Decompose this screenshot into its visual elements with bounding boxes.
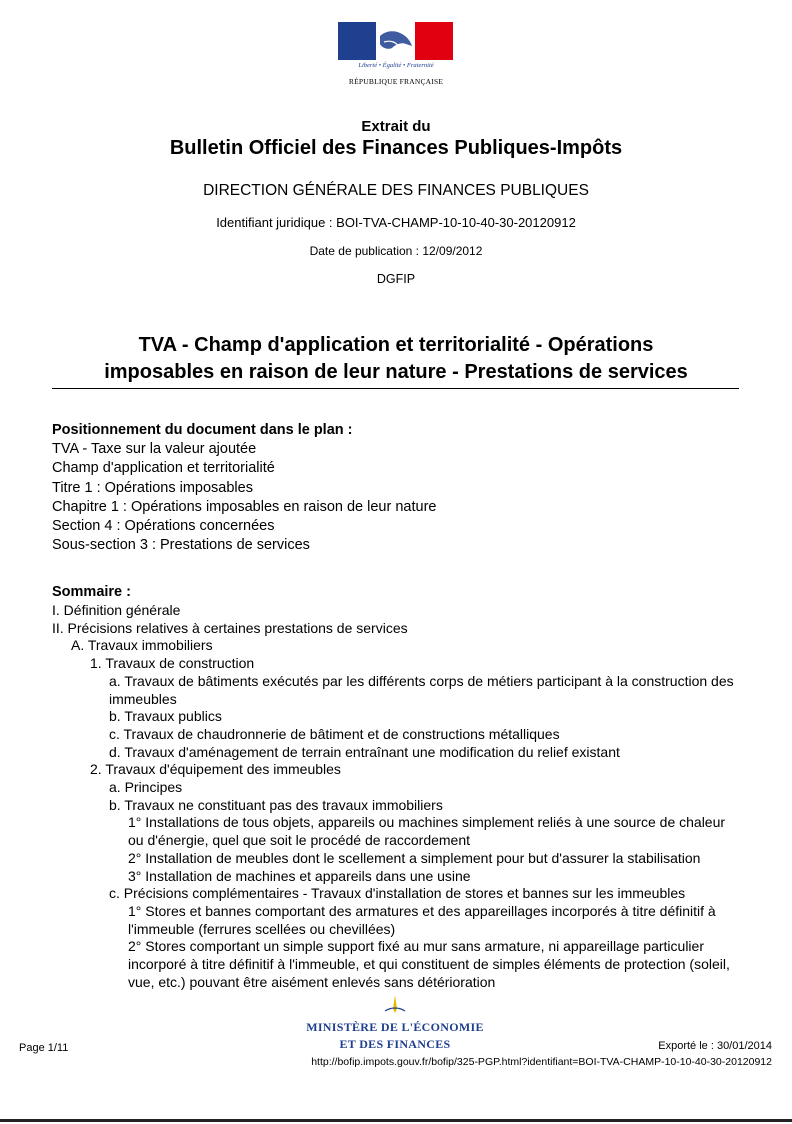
ministry-name-line-2: ET DES FINANCES [339, 1037, 451, 1051]
toc-item[interactable]: 1° Installations de tous objets, appareils ou machines simplement reliés à une source de chaleur ou d'énergie, quel que soit le procédé de raccordement [128, 814, 726, 849]
title-divider [52, 388, 739, 389]
toc-item[interactable]: c. Travaux de chaudronnerie de bâtiment et de constructions métalliques [109, 725, 560, 742]
plan-position-item: Titre 1 : Opérations imposables [52, 479, 253, 496]
republic-name: RÉPUBLIQUE FRANÇAISE [348, 77, 444, 86]
toc-item[interactable]: b. Travaux ne constituant pas des travaux immobiliers [109, 796, 443, 813]
toc-item[interactable]: d. Travaux d'aménagement de terrain entraînant une modification du relief existant [109, 743, 620, 760]
document-title-line-2: imposables en raison de leur nature - Prestations de services [104, 361, 688, 383]
direction-label: DIRECTION GÉNÉRALE DES FINANCES PUBLIQUES [203, 182, 589, 199]
sommaire-heading: Sommaire : [52, 584, 131, 600]
ministry-name-line-1: MINISTÈRE DE L'ÉCONOMIE [306, 1020, 484, 1034]
legal-identifier: Identifiant juridique : BOI-TVA-CHAMP-10-10-40-30-20120912 [216, 215, 576, 230]
toc-item[interactable]: 3° Installation de machines et appareils dans une usine [128, 867, 471, 884]
toc-item[interactable]: 2. Travaux d'équipement des immeubles [90, 761, 341, 778]
ministry-logo [295, 995, 495, 1055]
republic-motto: Liberté • Égalité • Fraternité [358, 62, 434, 69]
toc-item[interactable]: A. Travaux immobiliers [71, 637, 213, 654]
toc-item[interactable]: 2° Stores comportant un simple support fixé au mur sans armature, ni appareillage particulier incorporé à titre définitif à l'immeuble, et qui constituent de simples éléments de protection (soleil, vue, etc.) pouvant être aisément enlevés sans détérioration [128, 938, 730, 990]
ministry-emblem-icon [383, 995, 407, 1013]
source-url[interactable]: http://bofip.impots.gouv.fr/bofip/325-PGP.html?identifiant=BOI-TVA-CHAMP-10-10-40-30-20120912 [311, 1056, 772, 1068]
plan-position-heading: Positionnement du document dans le plan : [52, 422, 353, 438]
toc-item[interactable]: 1° Stores et bannes comportant des armatures et des appareillages incorporés à titre définitif à l'immeuble (ferrures scellées ou chevillées) [128, 902, 716, 937]
toc-item[interactable]: a. Principes [109, 779, 183, 796]
plan-position-item: Sous-section 3 : Prestations de services [52, 537, 310, 554]
toc-item[interactable]: II. Précisions relatives à certaines prestations de services [52, 619, 408, 636]
toc-item[interactable]: c. Précisions complémentaires - Travaux d'installation de stores et bannes sur les immeubles [109, 885, 686, 902]
toc-item[interactable]: I. Définition générale [52, 602, 181, 618]
page-number: Page 1/11 [19, 1042, 69, 1054]
document-title [0, 332, 792, 386]
extrait-label: Extrait du [361, 118, 431, 135]
marianne-flag-icon [338, 22, 453, 60]
toc-item[interactable]: b. Travaux publics [109, 708, 222, 725]
toc-item[interactable]: a. Travaux de bâtiments exécutés par les différents corps de métiers participant à la construction des immeubles [109, 672, 734, 707]
export-date: Exporté le : 30/01/2014 [658, 1040, 772, 1052]
plan-position-section [52, 421, 436, 555]
dgfip-label: DGFIP [376, 272, 416, 286]
plan-position-item: TVA - Taxe sur la valeur ajoutée [52, 441, 257, 458]
publication-date: Date de publication : 12/09/2012 [309, 244, 483, 258]
document-title-line-1: TVA - Champ d'application et territorialité - Opérations [138, 334, 654, 356]
toc-item[interactable]: 2° Installation de meubles dont le scellement a simplement pour but d'assurer la stabilisation [128, 849, 701, 866]
republique-francaise-logo [338, 22, 454, 92]
plan-position-item: Section 4 : Opérations concernées [52, 518, 275, 535]
toc-item[interactable]: 1. Travaux de construction [90, 655, 255, 672]
bulletin-title: Bulletin Officiel des Finances Publiques-Impôts [169, 137, 623, 159]
table-of-contents [0, 602, 792, 991]
page-bottom-edge [0, 1119, 792, 1122]
plan-position-item: Chapitre 1 : Opérations imposables en raison de leur nature [52, 498, 437, 515]
plan-position-item: Champ d'application et territorialité [52, 460, 275, 477]
